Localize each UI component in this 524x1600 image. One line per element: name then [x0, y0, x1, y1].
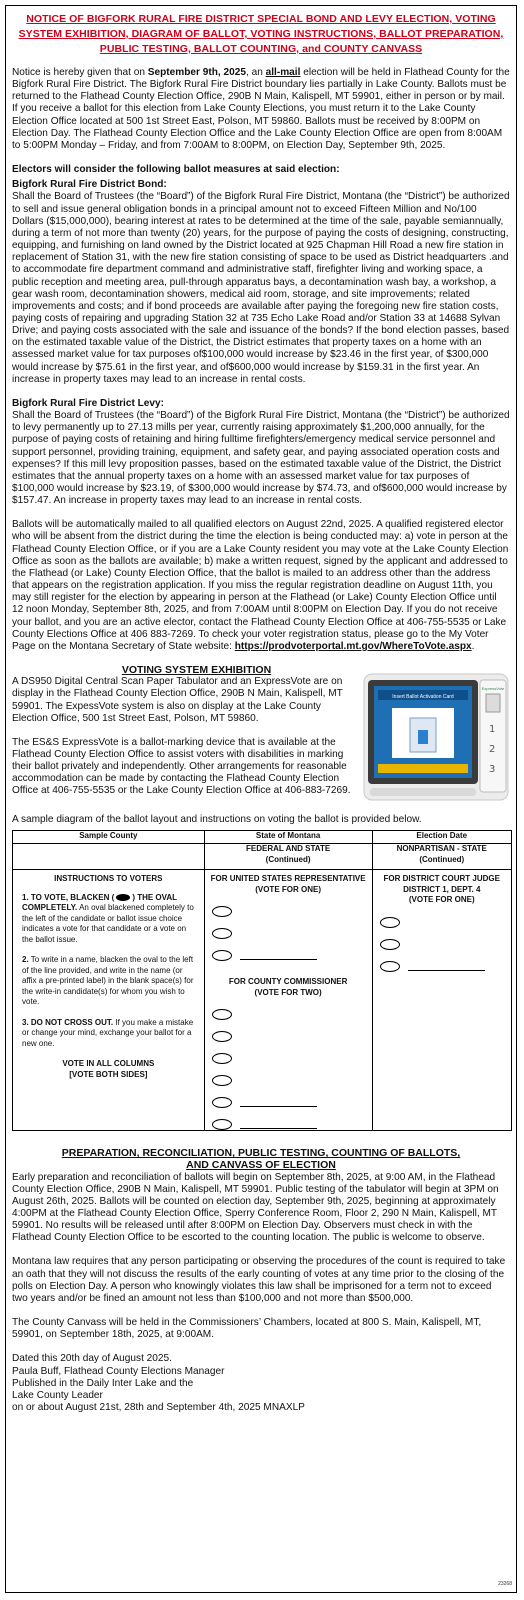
- step2-bold: 2.: [22, 955, 29, 965]
- ballot-header-county: Sample County: [13, 831, 205, 844]
- step2-text: To write in a name, blacken the oval to the left of the line provided, and write in the name (or affix a pre-printed label) in the blank space(s) for the write-in candidate(s) for whom you wish to vote.: [22, 955, 194, 1007]
- brand-label: ExpressVote: [481, 686, 505, 692]
- expressvote-device-image: [362, 672, 510, 802]
- measures-heading: Electors will consider the following ballot measures at said election:: [12, 164, 340, 176]
- nonpartisan-label: NONPARTISAN - STATE: [396, 844, 487, 854]
- write-in-line[interactable]: [240, 1127, 317, 1129]
- vote-all-columns: VOTE IN ALL COLUMNS: [62, 1059, 155, 1069]
- mark-3: 3: [489, 764, 496, 776]
- ballot-header-state: State of Montana: [204, 831, 372, 844]
- sample-ballot-diagram: [12, 830, 512, 1131]
- voter-portal-link[interactable]: https://prodvoterportal.mt.gov/WhereToVote.aspx: [234, 640, 472, 652]
- exhibition-p1: A DS950 Digital Central Scan Paper Tabulator and an ExpressVote are on display in the Flathead County Election Office, 290B N Main, Kalispell, MT 59901. The ExpessVote system is also on display at the Lake County Election Office, 500 1st Street East, Polson, MT 59860.: [12, 676, 343, 724]
- mark-1: 1: [489, 724, 496, 736]
- instructions-column: [13, 870, 205, 1131]
- vote-both-sides: [VOTE BOTH SIDES]: [69, 1069, 148, 1079]
- ballot-option: [205, 1064, 372, 1086]
- race1-vote-for: (VOTE FOR ONE): [255, 884, 321, 894]
- levy-heading: Bigfork Rural Fire District Levy:: [12, 397, 165, 409]
- bond-heading: Bigfork Rural Fire District Bond:: [12, 179, 167, 191]
- vote-oval[interactable]: [212, 1075, 232, 1086]
- vote-oval[interactable]: [212, 928, 232, 939]
- preparation-heading-2: AND CANVASS OF ELECTION: [186, 1159, 336, 1172]
- write-in-line[interactable]: [408, 969, 485, 971]
- ballot-option: [205, 917, 372, 939]
- race1-title: FOR UNITED STATES REPRESENTATIVE: [210, 874, 366, 884]
- voting-system-exhibition: [12, 664, 510, 802]
- all-mail-label: all-mail: [265, 67, 301, 78]
- instruction-step-3: [22, 1018, 195, 1050]
- intro-text-3: election will be held in Flathead County for the Bigfork Rural Fire District. The Bigfork Rural Fire District boundary lies partially in Lake County. Ballots must be returned to the Flathead County Election Office, 290B N Main, Kalispell, MT 59901, either in person or by mail. If you receive a ballot for this election from Lake County Elections, you must return it to the Lake County Election Office located at 500 1st Street East, Polson, MT 59860. Ballots must be received by 8:00PM on Election Day. The Flathead County Election Office and the Lake County Election Office are open from 8:00AM to 5:00PM Monday – Friday, and from 7:00AM to 8:00PM, on Election Day, September 9th, 2025.: [12, 67, 510, 151]
- vote-oval[interactable]: [380, 917, 400, 928]
- race-us-representative: [205, 874, 372, 895]
- vote-oval[interactable]: [380, 939, 400, 950]
- expressvote-illustration: [362, 672, 510, 802]
- vote-oval[interactable]: [212, 906, 232, 917]
- write-in-oval[interactable]: [212, 1097, 232, 1108]
- step1-bold-a: 1. TO VOTE, BLACKEN (: [22, 892, 115, 902]
- vote-oval[interactable]: [212, 1009, 232, 1020]
- write-in-option: [205, 1108, 372, 1130]
- federal-state-label: FEDERAL AND STATE: [246, 844, 331, 854]
- race3-title: FOR DISTRICT COURT JUDGE: [383, 874, 500, 884]
- vote-oval[interactable]: [212, 1053, 232, 1064]
- ballot-option: [373, 928, 511, 950]
- write-in-option: [205, 1086, 372, 1108]
- instructions-heading: INSTRUCTIONS TO VOTERS: [54, 874, 163, 884]
- ad-code: 23268: [498, 1580, 512, 1587]
- step3-bold: 3. DO NOT CROSS OUT.: [22, 1017, 114, 1027]
- canvass-paragraph: The County Canvass will be held in the Commissioners’ Chambers, located at 800 S. Main, Kalispell, MT, 59901, on September 18th, 2025, at 9:00AM.: [12, 1317, 482, 1341]
- instruction-step-1: [22, 893, 195, 946]
- election-date: September 9th, 2025: [147, 67, 246, 78]
- race3-district: DISTRICT 1, DEPT. 4: [403, 884, 481, 894]
- write-in-option: [373, 950, 511, 972]
- step1-bold-b: ) THE OVAL COMPLETELY.: [22, 892, 177, 913]
- write-in-oval[interactable]: [212, 1119, 232, 1130]
- exhibition-heading: VOTING SYSTEM EXHIBITION: [121, 664, 272, 677]
- screen-title: Insert Ballot Activation Card: [392, 694, 454, 701]
- ballot-option: [205, 1042, 372, 1064]
- continued-label: (Continued): [265, 854, 311, 864]
- exhibition-p2: The ES&S ExpressVote is a ballot-marking device that is available at the Flathead County Election Office to assist voters with disabilities in marking their ballot privately and independently. Other arrangements for reasonable accommodation can be made by contacting the Flathead County Election Office at 406-755-5535 or the Lake County Election Office at 406-883-7269.: [12, 736, 351, 797]
- ballot-option: [205, 895, 372, 917]
- mailing-text: Ballots will be automatically mailed to all qualified electors on August 22nd, 2025. A qualified registered elector who will be absent from the district during the time the election is being conducted may: a) vote in person at the Flathead County Election Office, or if you are a Lake County resident you may vote at the Lake County Election Office as soon as the ballots are available; b) make a written request, signed by the applicant and addressed to the Flathead (or Lake) County Election Office, that the ballot is mailed to an address other than the address that appears on the registration application. If you miss the regular registration deadline on August 11th, you may still register for the election by appearing in person at the Flathead (or Lake) County Election Office until 12 noon Monday, September 8th, 2025, and from 7:00AM until 8:00PM on Election Day. If you do not receive your ballot, and you are an active elector, contact the Flathead County Election Office at 406-755-5535 or Lake County Elections Office at 406 883-7269. To check your voter registration status, please go to the My Voter Page on the Montana Secretary of State website:: [12, 519, 509, 652]
- preparation-p2: Montana law requires that any person participating or observing the procedures of the count is required to take an oath that they will not discuss the results of the early counting of votes at any time prior to the closing of the polls on Election Day. A person who knowingly violates this law shall be imprisoned for a term not to exceed two years and/or be fined an amount not less than $100,000 and not more than $500,000.: [12, 1256, 506, 1304]
- write-in-line[interactable]: [240, 958, 317, 960]
- write-in-oval[interactable]: [212, 950, 232, 961]
- race2-title: FOR COUNTY COMMISSIONER: [228, 977, 348, 987]
- notice-title: NOTICE OF BIGFORK RURAL FIRE DISTRICT SPECIAL BOND AND LEVY ELECTION, VOTING SYSTEM EXHIBITION, DIAGRAM OF BALLOT, VOTING INSTRUCTIONS, BALLOT PREPARATION, PUBLIC TESTING, BALLOT COUNTING, and COUNTY CANVASS: [18, 13, 504, 55]
- mailing-end: .: [471, 640, 475, 652]
- mailing-paragraph: [12, 519, 510, 653]
- filled-oval-icon: [116, 894, 130, 901]
- race-county-commissioner: [205, 977, 372, 998]
- ballot-option: [205, 1020, 372, 1042]
- preparation-heading-1: PREPARATION, RECONCILIATION, PUBLIC TESTING, COUNTING OF BALLOTS,: [61, 1147, 461, 1160]
- ballot-option: [373, 906, 511, 928]
- published-line-1: Published in the Daily Inter Lake and the: [12, 1377, 194, 1389]
- federal-state-column: [204, 870, 372, 1131]
- ballot-header-date: Election Date: [372, 831, 511, 844]
- preparation-p1: Early preparation and reconciliation of ballots will begin on September 8th, 2025, at 9:00 AM, in the Flathead County Election Office, 290B N Main, Kalispell, MT 59901. Public testing of the tabulator will begin at 3PM on August 26th, 2025. Ballots will be counted on election day, September 9th, 2025, beginning at approximately 4:00PM at the Flathead County Election Office, Sperry Conference Room, Floor 2, 290 N Main, Kalispell, MT 59901. No results will be released until after 8:00PM on Election Day. Observers must check in with the Flathead County Election Office to be escorted to the counting location. The public is welcome to observe.: [12, 1171, 499, 1244]
- intro-text-1: Notice is hereby given that on: [12, 67, 148, 78]
- mark-2: 2: [489, 744, 496, 756]
- vote-oval[interactable]: [212, 1031, 232, 1042]
- race3-vote-for: (VOTE FOR ONE): [408, 895, 475, 905]
- nonpartisan-column: [372, 870, 511, 1131]
- dated-line: Dated this 20th day of August 2025.: [12, 1353, 172, 1365]
- levy-text: Shall the Board of Trustees (the “Board”) of the Bigfork Rural Fire District, Montana (the “District”) be authorized to levy permanently up to 27.13 mills per year, currently raising approximately $1,200,000 annually, for the purpose of paying costs of retaining and hiring fulltime firefighters/emergency medical service personnel and support personnel, providing training, equipment, and safety gear, and paying associated operation costs and expenses? If this mill levy proposition passes, based on the estimated taxable value of the District, the District estimates that the annual property taxes on a home with an assessed market value for tax purposes of $100,000 would increase by $23.19, of $300,000 would increase by $74.73, and of$600,000 would increase by $157.47. An increase in property taxes may lead to an increase in rental costs.: [12, 410, 510, 507]
- bond-text: Shall the Board of Trustees (the “Board”) of the Bigfork Rural Fire District, Montana (the “District”) be authorized to sell and issue general obligation bonds in a principal amount not to exceed Fifteen Million and No/100 Dollars ($15,000,000), bearing interest at rates to be determined at the time of the sale, payable semiannually, during a term of not more than twenty (20) years, for the purpose of paying the costs of designing, constructing, equipping, and furnishing on land owned by the District located at 925 Chapman Hill Road a new fire station in replacement of Station 31, with the new fire station consisting of space to be used as District headquarters .and to accommodate fire department command and administrative staff, firefighter living and working space, a public reception and meeting area, pull-through apparatus bays, a decontamination wash bay, a workshop, a gear wash room, decontamination showers, medical aid room, storage, and site improvements; related improvements and costs; and if bond proceeds are available after paying the foregoing new fire station costs, paying costs of repairing and upgrading Station 32 at 735 Echo Lake Road and/or Station 33 at 14688 Sylvan Drive; and paying costs associated with the sale and issuance of the bonds? If the bond election passes, based on the estimated taxable value of the District, the District estimates that property taxes on a home with an assessed market value for tax purposes of$100,000 would increase by $23.46 in the first year, of $300,000 would increase by $75.61 in the first year, and of$600,000 would increase by $159.31 in the first year. An increase in property taxes may lead to an increase in rental costs.: [12, 191, 510, 385]
- write-in-option: [205, 939, 372, 961]
- ballot-sub-nonpartisan: [372, 844, 511, 870]
- continued-label-2: (Continued): [419, 854, 465, 864]
- published-line-3: on or about August 21st, 28th and September 4th, 2025 MNAXLP: [12, 1402, 305, 1413]
- ballot-sub-federal: [204, 844, 372, 870]
- race-district-judge: [373, 874, 511, 906]
- ballot-option: [205, 998, 372, 1020]
- write-in-oval[interactable]: [380, 961, 400, 972]
- write-in-line[interactable]: [240, 1105, 317, 1107]
- legal-notice: [5, 5, 517, 1593]
- step1-text: An oval blackened completely to the left of the candidate or ballot issue choice indicates a vote for that candidate or a vote on the ballot issue.: [22, 903, 194, 944]
- ballot-sub-blank: [13, 844, 205, 870]
- intro-text-2: , an: [245, 67, 266, 78]
- race2-vote-for: (VOTE FOR TWO): [254, 987, 322, 997]
- signer-name: Paula Buff, Flathead County Elections Manager: [12, 1365, 225, 1377]
- published-line-2: Lake County Leader: [12, 1389, 103, 1401]
- step3-text: If you make a mistake or change your mind, exchange your ballot for a new one.: [22, 1017, 194, 1048]
- intro-paragraph: [12, 67, 510, 152]
- diagram-intro: A sample diagram of the ballot layout and instructions on voting the ballot is provided below.: [12, 814, 422, 826]
- instruction-step-2: [22, 955, 195, 1008]
